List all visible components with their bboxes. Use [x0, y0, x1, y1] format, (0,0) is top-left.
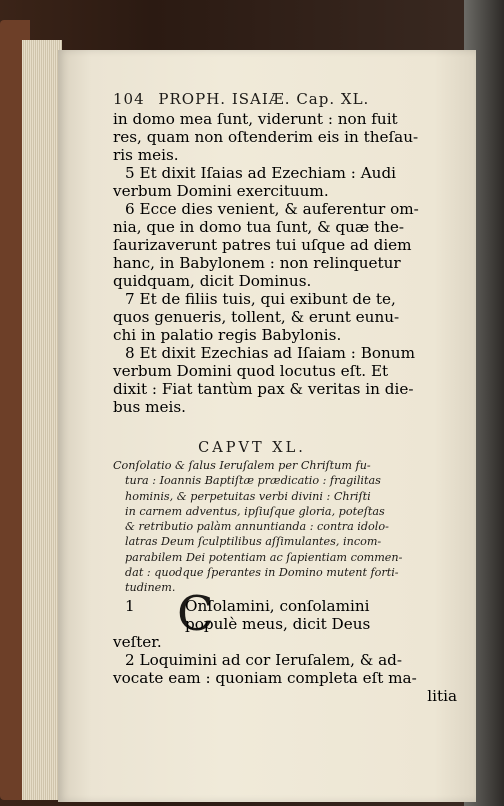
verse-1 — [113, 597, 463, 705]
verse-text: veſter. — [113, 633, 162, 651]
summary-line: in carnem adventus, ipſiuſque gloria, poteſtas — [125, 504, 385, 518]
summary-line: dat : quodque ſperantes in Domino mutent forti- — [125, 566, 399, 580]
page-edges — [22, 40, 62, 800]
text-line: 6 Ecce dies venient, & auferentur om- — [125, 200, 419, 218]
summary-line: Conſolatio & ſalus Ieruſalem per Chriſtum fu- — [113, 459, 371, 472]
body-text — [113, 110, 463, 416]
verse-text: litia — [427, 687, 457, 705]
text-line: quidquam, dicit Dominus. — [113, 272, 312, 290]
text-line: quos genueris, tollent, & erunt eunu- — [113, 308, 400, 326]
text-line: verbum Domini quod locutus eſt. Et — [113, 362, 389, 380]
verse-text: Onſolamini, conſolamini — [185, 597, 370, 615]
text-line: 5 Et dixit Iſaias ad Ezechiam : Audi — [125, 164, 397, 182]
summary-line: parabilem Dei potentiam ac ſapientiam commen- — [125, 550, 403, 564]
summary-line: hominis, & perpetuitas verbi divini : Chriſti — [125, 489, 371, 503]
text-line: chi in palatio regis Babylonis. — [113, 326, 342, 344]
summary-line: tura : Ioannis Baptiſtæ prædicatio : fragilitas — [125, 474, 381, 488]
verse-text: 2 Loquimini ad cor Ieruſalem, & ad- — [125, 651, 403, 669]
summary-line: latras Deum ſculptilibus aſſimulantes, incom- — [125, 535, 382, 549]
page-number: 104 — [113, 90, 145, 108]
text-line: nia, que in domo tua ſunt, & quæ the- — [113, 218, 405, 236]
text-line: ſaurizaverunt patres tui uſque ad diem — [113, 236, 412, 254]
text-line: dixit : Fiat tantùm pax & veritas in die- — [113, 380, 414, 398]
verse-number: 1 — [125, 597, 135, 615]
text-line: 8 Et dixit Ezechias ad Iſaiam : Bonum — [125, 344, 415, 362]
summary-line: & retributio palàm annuntianda : contra idolo- — [125, 520, 389, 534]
text-line: bus meis. — [113, 398, 186, 416]
verse-text: vocate eam : quoniam completa eſt ma- — [113, 669, 417, 687]
chapter-summary — [113, 458, 463, 596]
summary-line: tudinem. — [125, 581, 176, 595]
text-line: ris meis. — [113, 146, 179, 164]
verse-text: populè meus, dicit Deus — [185, 615, 371, 633]
text-line: verbum Domini exercituum. — [113, 182, 329, 200]
running-header — [113, 90, 463, 108]
running-title: PROPH. ISAIÆ. Cap. XL. — [158, 90, 370, 108]
chapter-title: CAPVT XL. — [198, 440, 306, 456]
text-line: hanc, in Babylonem : non relinquetur — [113, 254, 401, 272]
text-line: in domo mea ſunt, viderunt : non fuit — [113, 110, 398, 128]
text-line: res, quam non oſtenderim eis in theſau- — [113, 128, 419, 146]
text-line: 7 Et de filiis tuis, qui exibunt de te, — [125, 290, 396, 308]
drop-cap: C — [177, 586, 214, 642]
